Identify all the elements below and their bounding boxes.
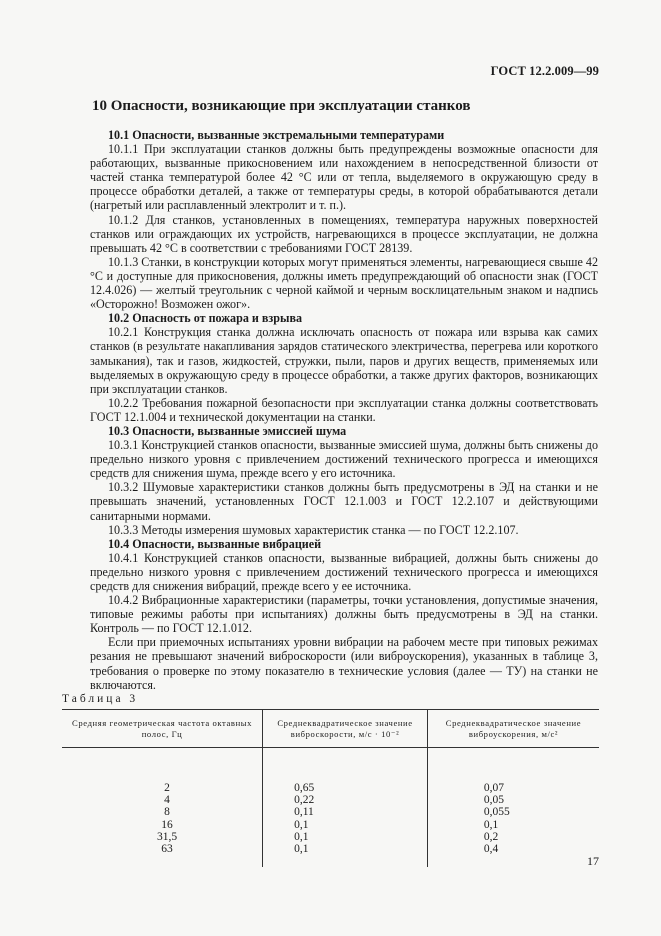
paragraph: 10.3.2 Шумовые характеристики станков должны быть предусмотрены в ЭД на станки и не превышать значений, установленных ГОСТ 12.1.003 и ГОСТ 12.2.107 и действующими санитарными нормами. <box>90 480 598 523</box>
velocity-cell: 0,65 <box>294 782 315 794</box>
paragraph: Если при приемочных испытаниях уровни вибрации на рабочем месте при типовых режимах резания не превышают значений виброскорости (или виброускорения), указанных в таблице 3, требования о проверке по этому показателю в технические условия (далее — ТУ) на станки не включаются. <box>90 635 598 692</box>
subsection-heading: 10.3 Опасности, вызванные эмиссией шума <box>108 423 347 438</box>
vibration-table <box>62 709 599 867</box>
velocity-cell: 0,22 <box>294 794 315 807</box>
acceleration-cell: 0,05 <box>483 794 505 807</box>
paragraph: 10.1.2 Для станков, установленных в помещениях, температура наружных поверхностей станков или ограждающих их устройств, нагревающихся в процессе эксплуатации, не должна превышать 42 °С в соответствии с требованиями ГОСТ 28139. <box>90 212 598 255</box>
header-frequency: Средняя геометрическая частота октавных полос, Гц <box>62 710 263 748</box>
table-row <box>62 819 599 831</box>
page-number: 17 <box>587 854 599 868</box>
header-acceleration: Среднеквадратическое значение виброускорения, м/с² <box>427 710 599 748</box>
acceleration-cell: 0,055 <box>483 806 510 819</box>
paragraph: 10.3.1 Конструкцией станков опасности, вызванные эмиссией шума, должны быть снижены до предельно низкого уровня с привлечением достижений технического прогресса и имеющихся средств для снижения шума, прежде всего у его источника. <box>90 438 598 481</box>
standard-code: ГОСТ 12.2.009—99 <box>490 64 599 78</box>
frequency-cell: 63 <box>161 843 173 856</box>
table-end-row <box>62 855 599 867</box>
table-row <box>62 843 599 855</box>
velocity-cell: 0,1 <box>294 843 309 856</box>
frequency-cell: 8 <box>164 806 170 819</box>
table-row <box>62 806 599 818</box>
subsection-heading: 10.4 Опасности, вызванные вибрацией <box>108 536 322 551</box>
table-row <box>62 782 599 794</box>
table-spacer-row <box>62 748 599 783</box>
velocity-cell: 0,11 <box>294 806 314 819</box>
section-title: 10 Опасности, возникающие при эксплуатации станков <box>92 98 471 114</box>
paragraph: 10.1.1 При эксплуатации станков должны быть предупреждены возможные опасности для работающих, вызванные прикосновением или нахождением в непосредственной близости от частей станка температурой более 42 °С или от тепла, выделяемого в окружающую среду в процессе обработки деталей, а также от температуры среды, в которой обрабатываются детали (нагретый или расплавленный электролит и т. п.). <box>90 142 598 213</box>
acceleration-cell: 0,1 <box>483 818 499 831</box>
frequency-cell: 31,5 <box>156 830 178 843</box>
table-row <box>62 831 599 843</box>
table-caption: Таблица 3 <box>62 693 139 705</box>
velocity-cell: 0,1 <box>294 818 309 831</box>
paragraph: 10.3.3 Методы измерения шумовых характеристик станка — по ГОСТ 12.2.107. <box>108 522 519 537</box>
body-text <box>90 128 598 692</box>
acceleration-cell: 0,4 <box>483 843 499 856</box>
frequency-cell: 4 <box>164 794 170 807</box>
acceleration-cell: 0,2 <box>483 830 499 843</box>
acceleration-cell: 0,07 <box>483 782 505 794</box>
paragraph: 10.2.2 Требования пожарной безопасности при эксплуатации станка должны соответствовать ГОСТ 12.1.004 и технической документации на станки. <box>90 395 598 424</box>
subsection-heading: 10.2 Опасность от пожара и взрыва <box>108 311 303 326</box>
subsection-heading: 10.1 Опасности, вызванные экстремальными температурами <box>108 128 445 142</box>
paragraph: 10.1.3 Станки, в конструкции которых могут применяться элементы, нагревающиеся свыше 42 °С и доступные для прикосновения, должны иметь предупреждающий об опасности знак (ГОСТ 12.4.026) — желтый треугольник с черной каймой и черным восклицательным знаком и надпись «Осторожно! Возможен ожог». <box>90 254 598 312</box>
frequency-cell: 16 <box>161 818 173 831</box>
frequency-cell: 2 <box>164 782 170 794</box>
header-velocity: Среднеквадратическое значение виброскорости, м/с · 10⁻² <box>263 710 428 748</box>
paragraph: 10.4.2 Вибрационные характеристики (параметры, точки установления, допустимые значения, типовые режимы работы при испытаниях) должны быть предусмотрены в ЭД на станки. Контроль — по ГОСТ 12.1.012. <box>90 593 598 636</box>
table-row <box>62 794 599 806</box>
velocity-cell: 0,1 <box>294 830 309 843</box>
table-header-row <box>62 710 599 748</box>
paragraph: 10.4.1 Конструкцией станков опасности, вызванные вибрацией, должны быть снижены до предельно низкого уровня с привлечением достижений технического прогресса и имеющихся средств для снижения вибраций, прежде всего у ее источника. <box>90 550 598 593</box>
paragraph: 10.2.1 Конструкция станка должна исключать опасность от пожара или взрыва как самих станков (в результате накапливания зарядов статического электричества, перегрева или короткого замыкания), так и газов, жидкостей, стружки, пыли, паров и других веществ, применяемых или выделяемых в окружающую среду в процессе обработки, а также других факторов, возникающих при эксплуатации станков. <box>90 325 598 396</box>
